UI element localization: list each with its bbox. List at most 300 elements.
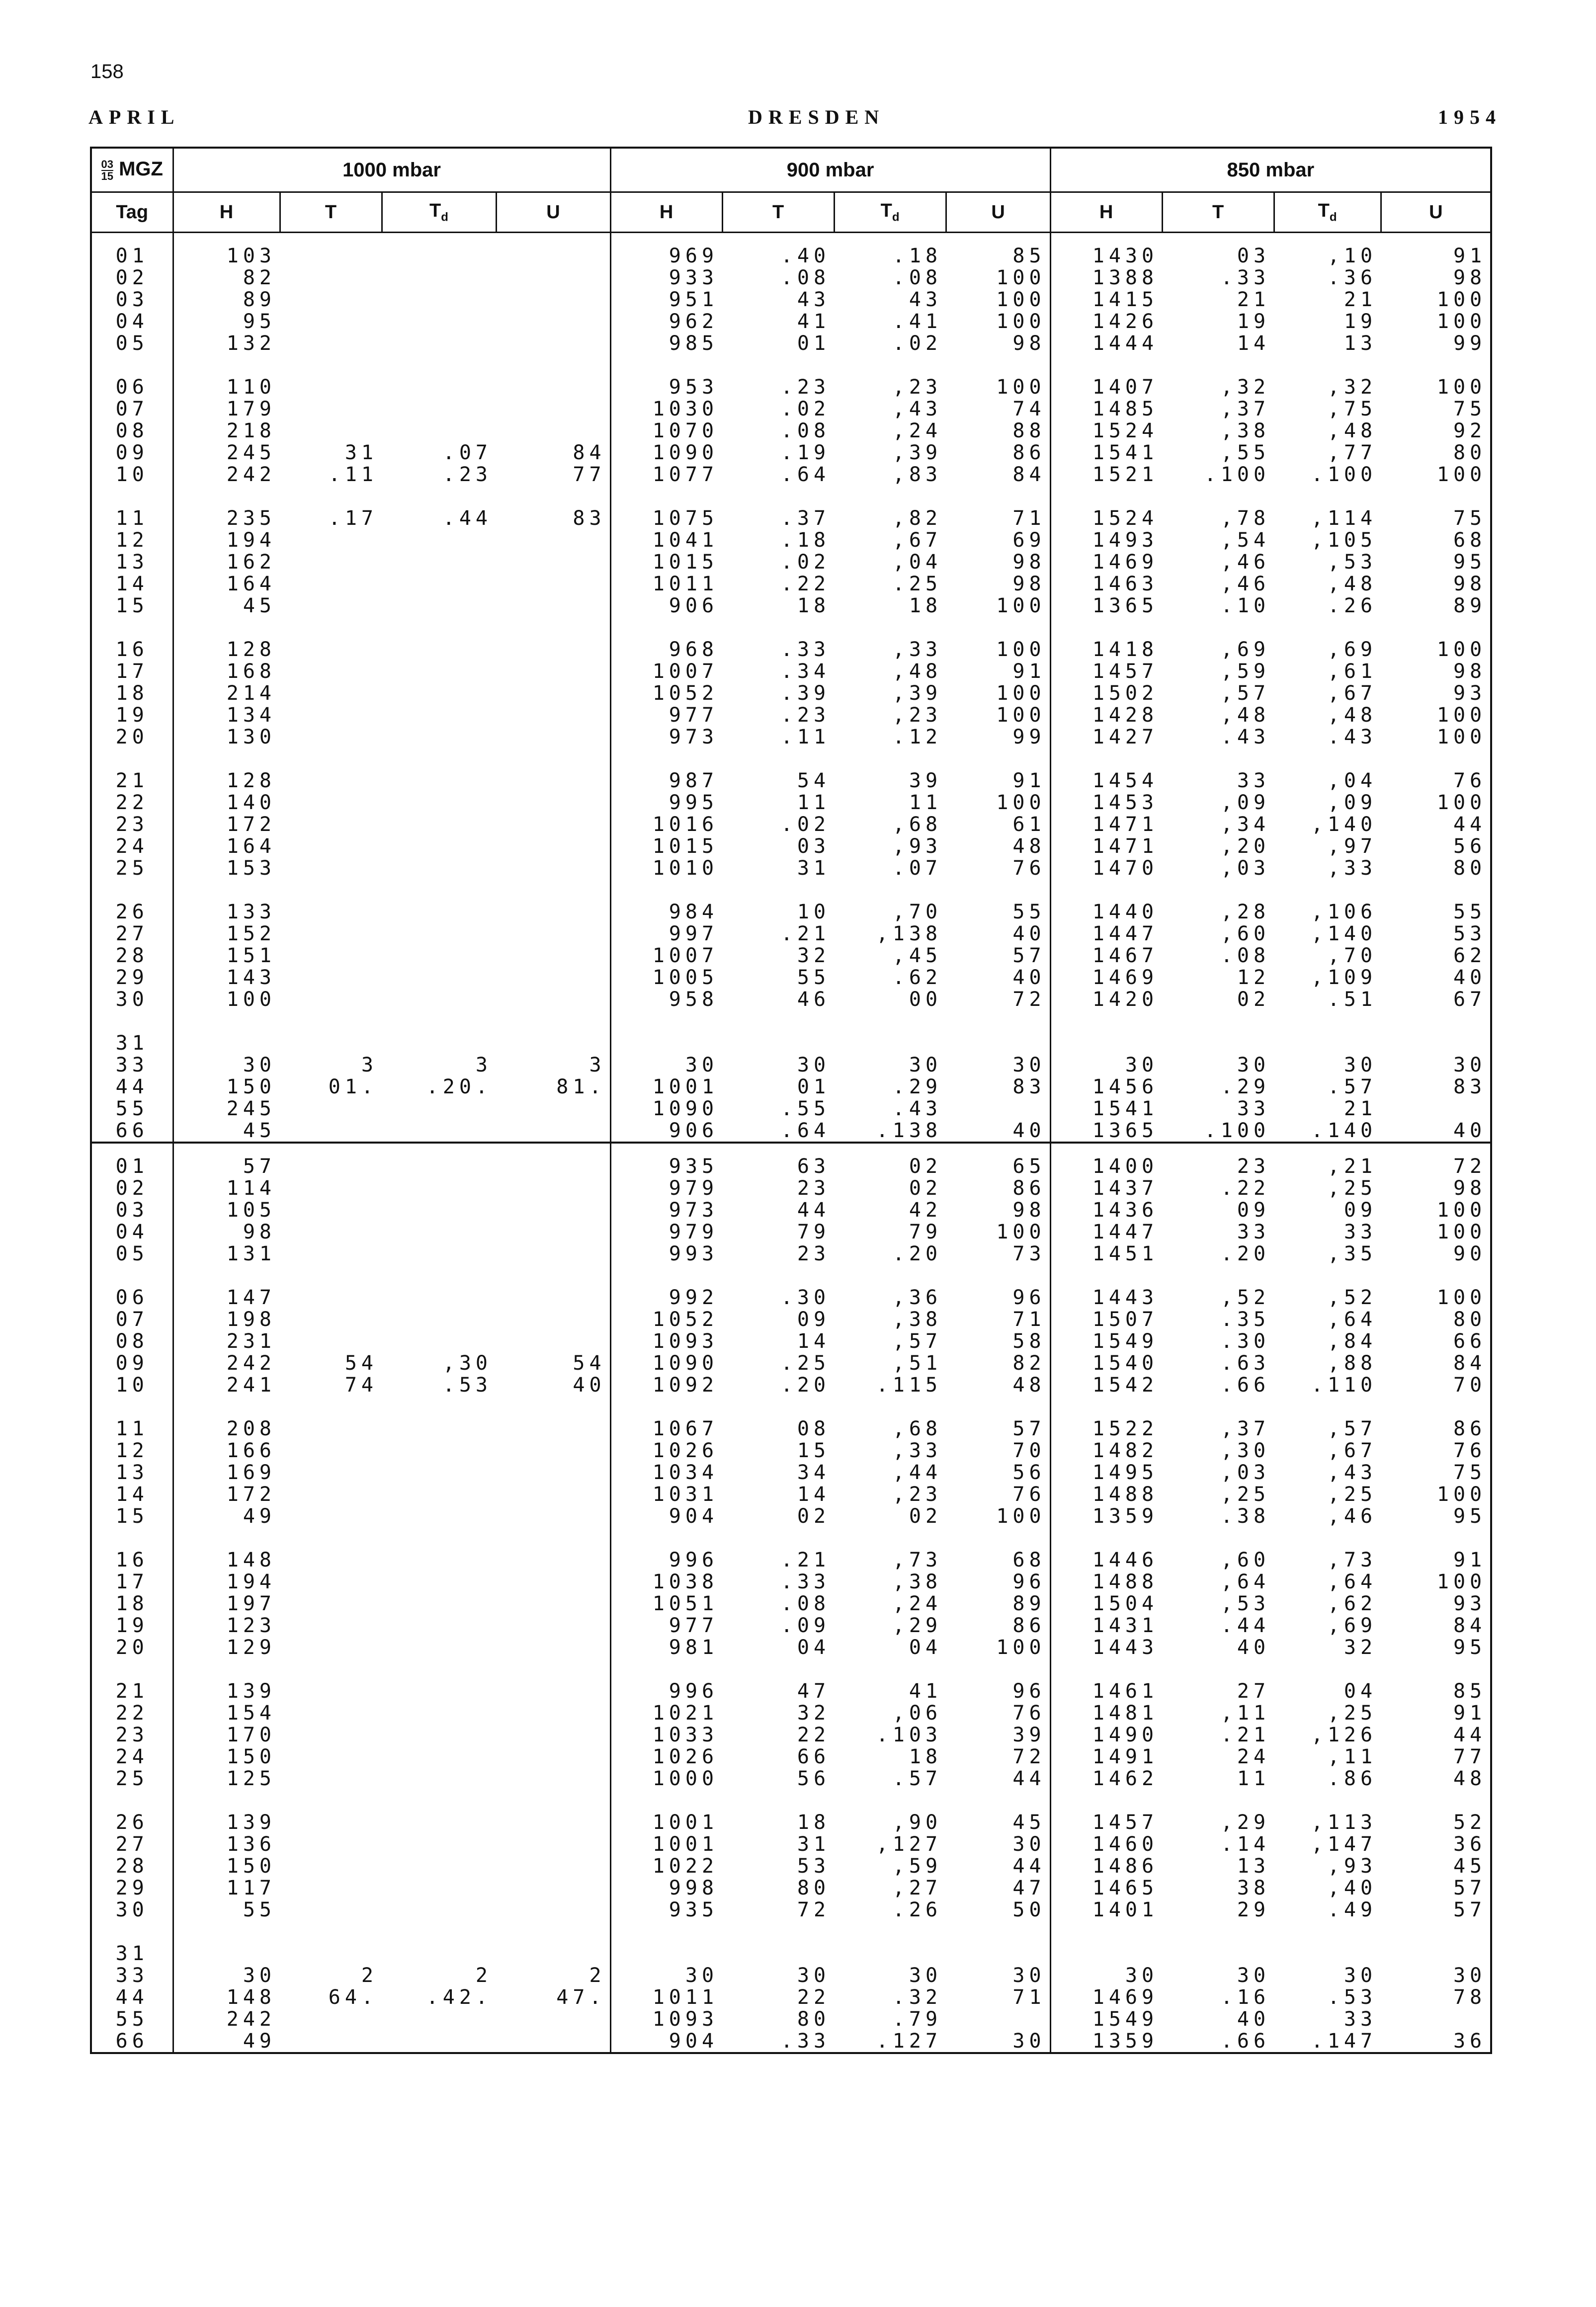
day-cell: 27 <box>91 923 173 945</box>
value-cell: 242 <box>226 463 276 486</box>
value-cell: 55 <box>797 966 831 989</box>
value-cell <box>496 1120 610 1143</box>
value-cell <box>280 551 382 573</box>
gap-cell <box>496 748 610 770</box>
gap-cell <box>1162 617 1274 639</box>
value-cell: 98 <box>1453 573 1487 595</box>
value-cell: 04 <box>909 1636 942 1659</box>
value-cell: .20. <box>426 1075 492 1098</box>
value-cell <box>1162 1943 1274 1965</box>
value-cell: 100 <box>1436 1483 1487 1506</box>
day-cell: 08 <box>91 1330 173 1352</box>
value-cell <box>1381 1943 1491 1965</box>
table-row <box>91 420 1491 442</box>
value-cell: 23 <box>1162 1143 1274 1177</box>
value-cell: 95 <box>1453 551 1487 574</box>
value-cell <box>496 1702 610 1724</box>
gap-cell <box>946 1527 1050 1549</box>
value-cell: .51 <box>1327 988 1377 1011</box>
gap-cell <box>946 1396 1050 1418</box>
value-cell: .18 <box>892 245 942 267</box>
day-cell: 15 <box>91 595 173 617</box>
value-cell <box>280 1702 382 1724</box>
day-cell: 10 <box>91 464 173 486</box>
gap-cell <box>173 748 280 770</box>
value-cell: 45 <box>243 594 276 617</box>
value-cell: 1016 <box>610 814 722 835</box>
value-cell: 1007 <box>610 660 722 682</box>
value-cell: 1015 <box>610 835 722 857</box>
value-cell: 1457 <box>1050 660 1162 682</box>
gap-cell <box>173 1265 280 1287</box>
value-cell: 01 <box>797 1075 831 1098</box>
gap-cell <box>382 1265 496 1287</box>
value-cell <box>496 901 610 923</box>
value-cell: 91 <box>1012 769 1046 792</box>
value-cell <box>1381 1098 1491 1120</box>
gap-cell <box>280 1790 382 1812</box>
table-row <box>91 1221 1491 1243</box>
value-cell: 1093 <box>610 2008 722 2030</box>
value-cell: 2 <box>361 1964 378 1987</box>
value-cell: ,60 <box>1220 922 1270 945</box>
value-cell <box>382 923 496 945</box>
value-cell: ,60 <box>1220 1549 1270 1571</box>
value-cell: .25 <box>780 1352 831 1375</box>
value-cell: 82 <box>243 266 276 289</box>
value-cell: 11 <box>909 791 942 814</box>
value-cell: 18 <box>909 594 942 617</box>
value-cell: 78 <box>1453 1986 1487 2009</box>
value-cell: .02 <box>780 398 831 420</box>
gap-cell <box>834 748 946 770</box>
gap-cell <box>1050 486 1162 507</box>
value-cell: 14 <box>1237 332 1270 355</box>
row-gap <box>91 1010 1491 1032</box>
value-cell: ,39 <box>892 441 942 464</box>
value-cell: 133 <box>226 901 276 923</box>
value-cell: 03 <box>1237 245 1270 267</box>
value-cell: .18 <box>780 529 831 552</box>
value-cell: 81. <box>556 1075 606 1098</box>
value-cell: 1093 <box>610 1330 722 1352</box>
value-cell <box>722 1032 834 1054</box>
value-cell <box>280 1637 382 1658</box>
value-cell: 66 <box>797 1745 831 1768</box>
value-cell: 981 <box>610 1637 722 1658</box>
value-cell: 77 <box>1453 1745 1487 1768</box>
value-cell: 40 <box>1012 966 1046 989</box>
value-cell <box>280 1549 382 1571</box>
gap-cell <box>722 486 834 507</box>
value-cell: 148 <box>226 1986 276 2009</box>
value-cell: 30 <box>909 1054 942 1076</box>
table-row <box>91 376 1491 398</box>
value-cell: ,03 <box>1220 1461 1270 1484</box>
value-cell: 19 <box>1237 310 1270 333</box>
value-cell: 22 <box>797 1724 831 1746</box>
value-cell: 1359 <box>1050 2030 1162 2053</box>
value-cell: 32 <box>797 944 831 967</box>
day-cell: 20 <box>91 1637 173 1658</box>
value-cell: 164 <box>226 835 276 858</box>
value-cell: 92 <box>1453 419 1487 442</box>
value-cell <box>382 1032 496 1054</box>
value-cell <box>173 1032 280 1054</box>
value-cell: 70 <box>1012 1439 1046 1462</box>
value-cell: 40 <box>1453 1119 1487 1142</box>
value-cell: 50 <box>1012 1898 1046 1921</box>
gap-cell <box>610 1658 722 1680</box>
value-cell: 45 <box>1012 1811 1046 1834</box>
gap-cell <box>382 1790 496 1812</box>
value-cell: 1469 <box>1050 1986 1162 2008</box>
value-cell: ,90 <box>892 1811 942 1834</box>
value-cell <box>382 1287 496 1309</box>
gap-cell <box>382 354 496 376</box>
value-cell <box>382 573 496 595</box>
gap-cell <box>91 617 173 639</box>
value-cell: .34 <box>780 660 831 683</box>
value-cell <box>382 1833 496 1855</box>
gap-cell <box>946 1658 1050 1680</box>
value-cell <box>382 1637 496 1658</box>
gap-cell <box>722 1658 834 1680</box>
value-cell: 40 <box>1012 922 1046 945</box>
gap-cell <box>1381 617 1491 639</box>
value-cell <box>496 332 610 354</box>
value-cell: 1431 <box>1050 1615 1162 1637</box>
value-cell <box>1274 1032 1381 1054</box>
value-cell <box>280 1177 382 1199</box>
gap-cell <box>496 1396 610 1418</box>
value-cell: 34 <box>797 1461 831 1484</box>
value-cell <box>280 233 382 267</box>
value-cell: ,20 <box>1220 835 1270 858</box>
value-cell <box>382 2030 496 2053</box>
value-cell <box>382 1143 496 1177</box>
value-cell: 83 <box>1453 1075 1487 1098</box>
value-cell <box>496 660 610 682</box>
value-cell: .11 <box>328 463 378 486</box>
value-cell: 1454 <box>1050 770 1162 792</box>
value-cell: 12 <box>1237 966 1270 989</box>
value-cell: 90 <box>1453 1242 1487 1265</box>
value-cell: 30 <box>1012 2030 1046 2053</box>
value-cell: .11 <box>780 726 831 748</box>
gap-cell <box>1274 1527 1381 1549</box>
value-cell: 65 <box>946 1143 1050 1177</box>
value-cell: 80 <box>1453 857 1487 880</box>
table-row <box>91 267 1491 289</box>
value-cell: 153 <box>226 857 276 880</box>
col-header-u: U <box>496 192 610 233</box>
row-gap <box>91 748 1491 770</box>
value-cell: 114 <box>226 1177 276 1200</box>
value-cell: ,68 <box>892 813 942 836</box>
value-cell: 3 <box>589 1054 606 1076</box>
value-cell: 208 <box>226 1417 276 1440</box>
value-cell <box>496 233 610 267</box>
value-cell: 100 <box>996 376 1046 399</box>
value-cell: 71 <box>1012 1308 1046 1331</box>
value-cell: 53 <box>797 1855 831 1878</box>
value-cell: 1359 <box>1050 1505 1162 1527</box>
value-cell: ,147 <box>1311 1833 1377 1856</box>
value-cell: 09 <box>1344 1199 1377 1222</box>
value-cell: 47 <box>797 1680 831 1703</box>
value-cell: .41 <box>892 310 942 333</box>
value-cell <box>280 1877 382 1899</box>
value-cell: 1460 <box>1050 1833 1162 1855</box>
value-cell: ,73 <box>892 1549 942 1571</box>
value-cell: .37 <box>780 507 831 530</box>
table-row <box>91 1076 1491 1098</box>
day-cell: 04 <box>91 1221 173 1243</box>
value-cell: 13 <box>1344 332 1377 355</box>
value-cell: 30 <box>1050 1965 1162 1986</box>
value-cell: .79 <box>892 2008 942 2031</box>
value-cell: 02 <box>1237 988 1270 1011</box>
value-cell: 1456 <box>1050 1076 1162 1098</box>
value-cell: 39 <box>909 769 942 792</box>
day-cell: 06 <box>91 1287 173 1309</box>
value-cell <box>496 1812 610 1833</box>
value-cell: 1365 <box>1050 595 1162 617</box>
value-cell: 04 <box>1344 1680 1377 1703</box>
gap-cell <box>1162 1396 1274 1418</box>
gap-cell <box>173 1658 280 1680</box>
value-cell: .49 <box>1327 1898 1377 1921</box>
value-cell: ,10 <box>1327 245 1377 267</box>
value-cell: 30 <box>1344 1964 1377 1987</box>
value-cell <box>496 1724 610 1746</box>
value-cell: 57 <box>1453 1898 1487 1921</box>
value-cell <box>382 1877 496 1899</box>
value-cell: 31 <box>797 1833 831 1856</box>
value-cell: 18 <box>909 1745 942 1768</box>
day-cell: 09 <box>91 1352 173 1374</box>
value-cell: 02 <box>797 1505 831 1528</box>
table-row <box>91 1440 1491 1462</box>
value-cell <box>382 1177 496 1199</box>
value-cell <box>280 311 382 332</box>
table-row <box>91 1143 1491 1177</box>
value-cell: 30 <box>1012 1964 1046 1987</box>
gap-cell <box>946 617 1050 639</box>
gap-cell <box>91 354 173 376</box>
value-cell: .57 <box>1327 1075 1377 1098</box>
value-cell: ,52 <box>1220 1286 1270 1309</box>
value-cell <box>382 376 496 398</box>
value-cell: 1444 <box>1050 332 1162 354</box>
value-cell: 31 <box>797 857 831 880</box>
gap-cell <box>1381 1265 1491 1287</box>
day-cell: 02 <box>91 1177 173 1199</box>
value-cell: 1033 <box>610 1724 722 1746</box>
value-cell <box>496 376 610 398</box>
value-cell: 906 <box>610 1120 722 1143</box>
day-cell: 06 <box>91 376 173 398</box>
value-cell: 1457 <box>1050 1812 1162 1833</box>
col-header-h: H <box>173 192 280 233</box>
value-cell: 89 <box>243 288 276 311</box>
col-header-u: U <box>1381 192 1491 233</box>
value-cell <box>382 1330 496 1352</box>
value-cell: 1465 <box>1050 1877 1162 1899</box>
value-cell: ,53 <box>1220 1592 1270 1615</box>
level-1000-header: 1000 mbar <box>173 148 610 192</box>
value-cell <box>280 1768 382 1790</box>
value-cell <box>280 1943 382 1965</box>
gap-cell <box>610 1921 722 1943</box>
value-cell: 68 <box>1012 1549 1046 1571</box>
gap-cell <box>1050 748 1162 770</box>
value-cell: 1407 <box>1050 376 1162 398</box>
value-cell <box>382 1680 496 1702</box>
table-row <box>91 682 1491 704</box>
value-cell: .23 <box>780 376 831 399</box>
gap-cell <box>173 879 280 901</box>
value-cell <box>280 1483 382 1505</box>
value-cell <box>280 792 382 814</box>
value-cell <box>382 1812 496 1833</box>
value-cell: 1507 <box>1050 1309 1162 1330</box>
value-cell: ,37 <box>1220 398 1270 420</box>
value-cell: 76 <box>1453 769 1487 792</box>
table-row <box>91 1287 1491 1309</box>
day-cell: 28 <box>91 945 173 967</box>
value-cell: ,06 <box>892 1702 942 1725</box>
value-cell: .38 <box>1220 1505 1270 1528</box>
value-cell: ,48 <box>1327 419 1377 442</box>
value-cell: ,88 <box>1327 1352 1377 1375</box>
value-cell: ,97 <box>1327 835 1377 858</box>
value-cell: 30 <box>1012 1054 1046 1076</box>
table-row <box>91 1637 1491 1658</box>
day-cell: 19 <box>91 704 173 726</box>
value-cell: 43 <box>909 288 942 311</box>
value-cell <box>382 967 496 989</box>
value-cell: ,46 <box>1327 1505 1377 1528</box>
gap-cell <box>1274 1790 1381 1812</box>
value-cell: ,24 <box>892 419 942 442</box>
value-cell: ,69 <box>1327 638 1377 661</box>
value-cell: 30 <box>1453 1054 1487 1076</box>
value-cell: 1007 <box>610 945 722 967</box>
gap-cell <box>173 1396 280 1418</box>
value-cell: 3 <box>361 1054 378 1076</box>
gap-cell <box>1162 486 1274 507</box>
value-cell: 85 <box>1453 1680 1487 1703</box>
value-cell <box>280 814 382 835</box>
gap-cell <box>834 1658 946 1680</box>
value-cell: 1524 <box>1050 507 1162 529</box>
value-cell: ,57 <box>1220 682 1270 705</box>
value-cell: 123 <box>226 1614 276 1637</box>
value-cell: 214 <box>226 682 276 705</box>
table-row <box>91 1812 1491 1833</box>
table-row <box>91 1374 1491 1396</box>
gap-cell <box>722 1396 834 1418</box>
gap-cell <box>496 1010 610 1032</box>
gap-cell <box>496 1790 610 1812</box>
gap-cell <box>1050 1265 1162 1287</box>
day-cell: 02 <box>91 267 173 289</box>
value-cell: 1067 <box>610 1418 722 1440</box>
value-cell: ,11 <box>1220 1702 1270 1725</box>
gap-cell <box>610 879 722 901</box>
value-cell: 58 <box>1012 1330 1046 1353</box>
gap-cell <box>91 1527 173 1549</box>
value-cell: 150 <box>226 1855 276 1878</box>
value-cell: 973 <box>610 1199 722 1221</box>
value-cell <box>1381 2008 1491 2030</box>
day-cell: 44 <box>91 1986 173 2008</box>
value-cell <box>496 1483 610 1505</box>
value-cell: 71 <box>1012 507 1046 530</box>
value-cell <box>496 1309 610 1330</box>
value-cell: 76 <box>1012 1483 1046 1506</box>
value-cell <box>496 1418 610 1440</box>
value-cell: 197 <box>226 1592 276 1615</box>
value-cell: 64. <box>328 1986 378 2009</box>
gap-cell <box>280 1921 382 1943</box>
gap-cell <box>946 748 1050 770</box>
table-row <box>91 1418 1491 1440</box>
value-cell: 98 <box>1012 573 1046 595</box>
value-cell: 1430 <box>1050 233 1162 267</box>
value-cell <box>280 529 382 551</box>
gap-cell <box>834 617 946 639</box>
value-cell: 40 <box>573 1374 606 1397</box>
value-cell: ,57 <box>1327 1417 1377 1440</box>
day-cell: 16 <box>91 639 173 660</box>
gap-cell <box>173 1921 280 1943</box>
value-cell: ,59 <box>1220 660 1270 683</box>
day-cell: 17 <box>91 1571 173 1593</box>
value-cell: 30 <box>243 1054 276 1076</box>
value-cell: .30 <box>780 1286 831 1309</box>
day-cell: 03 <box>91 1199 173 1221</box>
value-cell: 150 <box>226 1745 276 1768</box>
gap-cell <box>610 748 722 770</box>
value-cell <box>1274 1943 1381 1965</box>
value-cell <box>280 901 382 923</box>
value-cell: ,48 <box>1327 704 1377 727</box>
gap-cell <box>1274 617 1381 639</box>
value-cell: .22 <box>780 573 831 595</box>
day-cell: 12 <box>91 1440 173 1462</box>
gap-cell <box>1381 1921 1491 1943</box>
value-cell: 904 <box>610 2030 722 2053</box>
value-cell: 95 <box>243 310 276 333</box>
value-cell: 98 <box>1453 266 1487 289</box>
day-cell: 09 <box>91 442 173 464</box>
value-cell: 63 <box>722 1143 834 1177</box>
table-row <box>91 1943 1491 1965</box>
value-cell: 1447 <box>1050 1221 1162 1243</box>
table-row <box>91 1505 1491 1527</box>
day-cell: 05 <box>91 332 173 354</box>
value-cell: 995 <box>610 792 722 814</box>
value-cell: .100 <box>1204 463 1270 486</box>
value-cell: 1011 <box>610 573 722 595</box>
table-row <box>91 660 1491 682</box>
value-cell: ,25 <box>1220 1483 1270 1506</box>
value-cell: 131 <box>226 1242 276 1265</box>
day-cell: 10 <box>91 1374 173 1396</box>
